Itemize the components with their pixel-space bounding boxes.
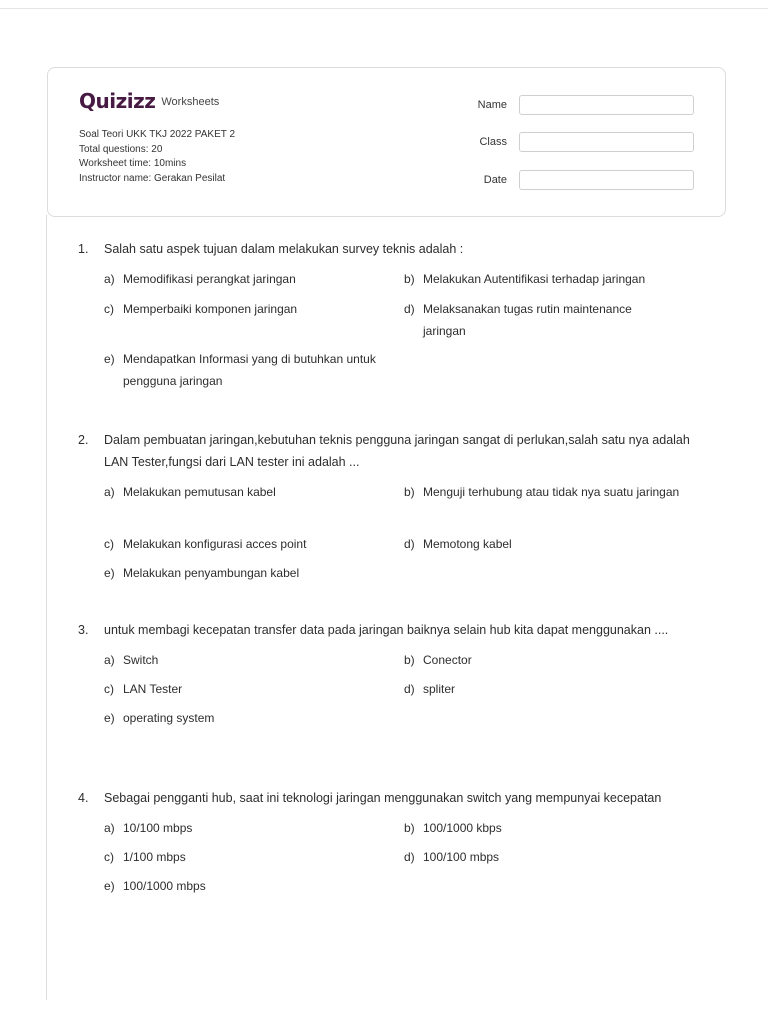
option-a [104, 268, 388, 290]
question-text: Dalam pembuatan jaringan,kebutuhan teknis pengguna jaringan sangat di perlukan,salah satu nya adalah LAN Tester,fungsi dari LAN tester ini adalah ... [104, 433, 690, 469]
question-text: Sebagai pengganti hub, saat ini teknologi jaringan menggunakan switch yang mempunyai kecepatan [104, 791, 662, 805]
option-d [404, 846, 688, 868]
option-letter: e) [104, 566, 115, 580]
question-4 [78, 787, 698, 897]
option-text: Melakukan Autentifikasi terhadap jaringan [423, 272, 646, 286]
worksheet-title: Soal Teori UKK TKJ 2022 PAKET 2 [79, 129, 236, 140]
option-letter: e) [104, 879, 115, 893]
worksheet-meta [79, 128, 235, 186]
option-text: Conector [423, 653, 472, 667]
option-letter: a) [104, 485, 115, 499]
option-letter: d) [404, 850, 415, 864]
option-letter: c) [104, 682, 114, 696]
question-2 [78, 429, 698, 581]
question-text: untuk membagi kecepatan transfer data pada jaringan baiknya selain hub kita dapat menggunakan .... [104, 623, 669, 637]
option-text: Memotong kabel [423, 537, 512, 551]
option-letter: b) [404, 272, 415, 286]
option-letter: b) [404, 485, 415, 499]
class-field[interactable] [519, 132, 694, 152]
option-text: Mendapatkan Informasi yang di butuhkan untuk pengguna jaringan [123, 352, 376, 388]
option-text: 100/100 mbps [423, 850, 500, 864]
option-letter: c) [104, 537, 114, 551]
page-edge [46, 215, 47, 1000]
option-a [104, 649, 388, 671]
option-text: Melakukan konfigurasi acces point [123, 537, 307, 551]
option-text: Melakukan pemutusan kabel [123, 485, 276, 499]
option-e [104, 562, 388, 584]
question-text: Salah satu aspek tujuan dalam melakukan survey teknis adalah : [104, 242, 464, 256]
question-1 [78, 238, 698, 398]
option-text: Menguji terhubung atau tidak nya suatu jaringan [423, 485, 680, 499]
worksheet-time: Worksheet time: 10mins [79, 158, 187, 169]
option-text: operating system [123, 711, 215, 725]
option-c [104, 846, 388, 868]
quizizz-logo [79, 89, 219, 113]
worksheet-header [47, 67, 726, 217]
option-letter: d) [404, 682, 415, 696]
question-number: 2. [78, 433, 89, 447]
option-text: Melakukan penyambungan kabel [123, 566, 300, 580]
date-label: Date [483, 174, 507, 186]
page-edge [0, 8, 768, 9]
option-text: Memodifikasi perangkat jaringan [123, 272, 296, 286]
option-letter: a) [104, 653, 115, 667]
brand-subtitle: Worksheets [161, 96, 220, 108]
option-letter: c) [104, 302, 114, 316]
option-b [404, 268, 688, 290]
option-a [104, 817, 388, 839]
question-number: 1. [78, 242, 89, 256]
option-letter: e) [104, 352, 115, 366]
option-c [104, 678, 388, 700]
option-e [104, 875, 388, 897]
question-number: 4. [78, 791, 89, 805]
name-label: Name [477, 99, 507, 111]
option-b [404, 649, 688, 671]
option-letter: d) [404, 537, 415, 551]
option-d [404, 678, 688, 700]
instructor-name: Instructor name: Gerakan Pesilat [79, 172, 226, 184]
option-c [104, 298, 388, 320]
option-a [104, 481, 388, 503]
option-text: Melaksanakan tugas rutin maintenance jaringan [423, 302, 632, 338]
option-text: 100/1000 mbps [123, 879, 206, 893]
option-e [104, 348, 388, 392]
option-letter: c) [104, 850, 114, 864]
question-number: 3. [78, 623, 89, 637]
option-b [404, 817, 688, 839]
option-text: 100/1000 kbps [423, 821, 502, 835]
option-text: LAN Tester [123, 682, 183, 696]
option-b [404, 481, 688, 503]
option-text: spliter [423, 682, 456, 696]
option-text: Switch [123, 653, 159, 667]
option-letter: b) [404, 653, 415, 667]
option-text: 10/100 mbps [123, 821, 193, 835]
option-letter: a) [104, 821, 115, 835]
brand-name: Quizizz [79, 89, 156, 113]
option-c [104, 533, 388, 555]
option-letter: d) [404, 302, 415, 316]
option-letter: e) [104, 711, 115, 725]
class-label: Class [479, 136, 507, 148]
option-text: Memperbaiki komponen jaringan [123, 302, 298, 316]
total-questions: Total questions: 20 [79, 143, 163, 155]
option-d [404, 298, 673, 342]
option-text: 1/100 mbps [123, 850, 186, 864]
option-letter: a) [104, 272, 115, 286]
option-d [404, 533, 688, 555]
option-letter: b) [404, 821, 415, 835]
name-field[interactable] [519, 95, 694, 115]
question-3 [78, 619, 698, 729]
option-e [104, 707, 388, 729]
date-field[interactable] [519, 170, 694, 190]
